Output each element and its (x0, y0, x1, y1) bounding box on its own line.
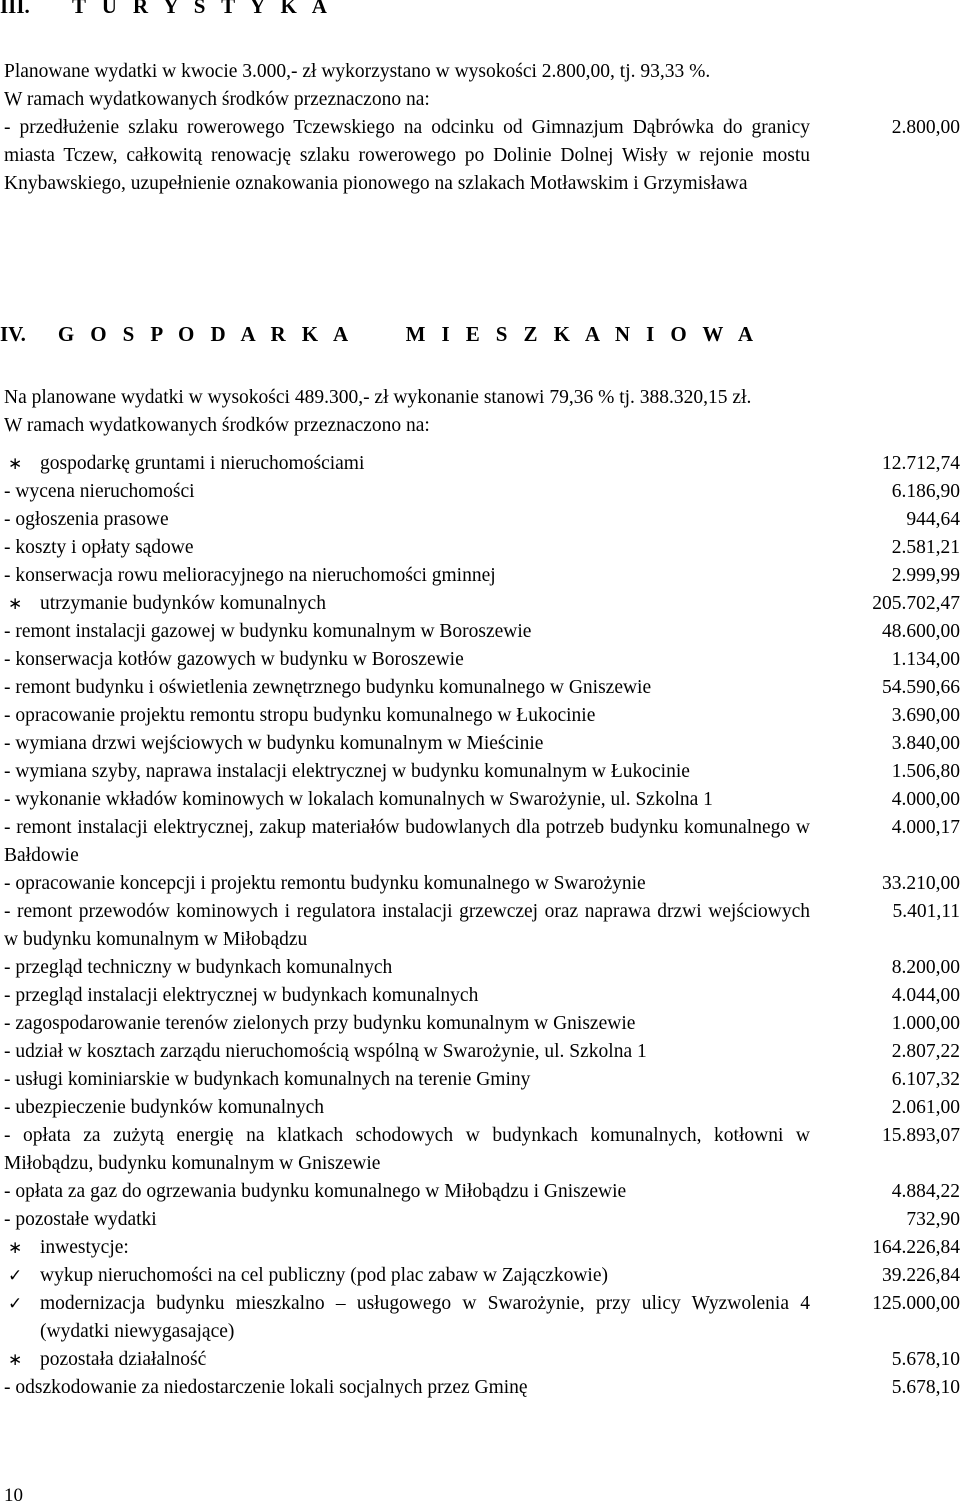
expense-amount: 2.581,21 (891, 537, 960, 558)
expense-text: - opłata za gaz do ogrzewania budynku komunalnego w Miłobądzu i Gniszewie (4, 1181, 627, 1202)
expense-amount: 54.590,66 (882, 677, 960, 698)
expense-amount: 48.600,00 (882, 621, 960, 642)
expense-amount: 125.000,00 (872, 1293, 960, 1314)
asterisk-icon: ∗ (8, 1350, 23, 1370)
expense-text: utrzymanie budynków komunalnych (40, 593, 326, 614)
section-number: III. (0, 0, 30, 18)
turystyka-ramach: W ramach wydatkowanych środków przeznaczono na: (4, 89, 430, 110)
expense-text: gospodarkę gruntami i nieruchomościami (40, 453, 365, 474)
expense-item (4, 1094, 960, 1122)
expense-amount: 6.186,90 (891, 481, 960, 502)
expense-item (4, 534, 960, 562)
expense-item (4, 562, 960, 590)
expense-amount: 4.000,00 (891, 789, 960, 810)
expense-text: - wymiana drzwi wejściowych w budynku komunalnym w Mieścinie (4, 733, 544, 754)
expense-item (4, 506, 960, 534)
expense-text: - ubezpieczenie budynków komunalnych (4, 1097, 325, 1118)
expense-item (4, 1178, 960, 1206)
turystyka-intro: Planowane wydatki w kwocie 3.000,- zł wykorzystano w wysokości 2.800,00, tj. 93,33 %. (4, 61, 711, 82)
expense-text: - udział w kosztach zarządu nieruchomością wspólną w Swarożynie, ul. Szkolna 1 (4, 1041, 647, 1062)
expense-category (4, 1346, 960, 1374)
expense-amount: 6.107,32 (891, 1069, 960, 1090)
expense-amount: 944,64 (906, 509, 960, 530)
expense-amount: 8.200,00 (891, 957, 960, 978)
expense-item (4, 954, 960, 982)
section-title: G O S P O D A R K A M I E S Z K A N I O W A (57, 322, 759, 346)
section-heading-gospodarka-mieszkaniowa (0, 320, 758, 348)
expense-amount: 5.401,11 (892, 901, 960, 922)
expense-item (4, 730, 960, 758)
expense-item (4, 898, 960, 954)
expense-text: - remont instalacji gazowej w budynku komunalnym w Boroszewie (4, 621, 532, 642)
expense-category (4, 1290, 960, 1346)
expense-item (4, 1206, 960, 1234)
expense-item (4, 618, 960, 646)
expense-text: - opracowanie koncepcji i projektu remontu budynku komunalnego w Swarożynie (4, 873, 646, 894)
section-turystyka-body (4, 58, 960, 198)
asterisk-icon: ∗ (8, 1238, 23, 1258)
expense-text: - zagospodarowanie terenów zielonych przy budynku komunalnym w Gniszewie (4, 1013, 636, 1034)
expense-list (4, 450, 960, 1402)
expense-item (4, 786, 960, 814)
expense-amount: 1.134,00 (891, 649, 960, 670)
expense-amount: 15.893,07 (882, 1125, 960, 1146)
expense-amount: 3.840,00 (891, 733, 960, 754)
section-number: IV. (0, 322, 26, 346)
expense-amount: 3.690,00 (891, 705, 960, 726)
expense-amount: 2.807,22 (891, 1041, 960, 1062)
expense-item (4, 1122, 960, 1178)
expense-amount: 4.044,00 (891, 985, 960, 1006)
expense-text: - opłata za zużytą energię na klatkach schodowych w budynkach komunalnych, kotłowni w Miłobądzu, budynku komunalnym w Gniszewie (4, 1125, 810, 1174)
expense-text: inwestycje: (40, 1237, 129, 1258)
expense-text: - konserwacja kotłów gazowych w budynku w Boroszewie (4, 649, 464, 670)
expense-text: - opracowanie projektu remontu stropu budynku komunalnego w Łukocinie (4, 705, 596, 726)
asterisk-icon: ∗ (8, 594, 23, 614)
section-title: T U R Y S T Y K A (72, 0, 333, 18)
expense-text: modernizacja budynku mieszkalno – usługowego w Swarożynie, przy ulicy Wyzwolenia 4 (wydatki niewygasające) (40, 1293, 810, 1342)
expense-amount: 4.884,22 (891, 1181, 960, 1202)
expense-amount: 4.000,17 (891, 817, 960, 838)
expense-text: - wykonanie wkładów kominowych w lokalach komunalnych w Swarożynie, ul. Szkolna 1 (4, 789, 713, 810)
expense-amount: 732,90 (906, 1209, 960, 1230)
expense-amount: 205.702,47 (872, 593, 960, 614)
expense-item (4, 982, 960, 1010)
expense-amount: 1.000,00 (891, 1013, 960, 1034)
expense-text: - przegląd techniczny w budynkach komunalnych (4, 957, 393, 978)
expense-text: - pozostałe wydatki (4, 1209, 157, 1230)
expense-amount: 12.712,74 (882, 453, 960, 474)
expense-amount: 2.999,99 (891, 565, 960, 586)
expense-category (4, 1262, 960, 1290)
gospodarka-intro: Na planowane wydatki w wysokości 489.300,- zł wykonanie stanowi 79,36 % tj. 388.320,15 zł. (4, 387, 752, 408)
checkmark-icon: ✓ (8, 1266, 23, 1286)
expense-text: - koszty i opłaty sądowe (4, 537, 194, 558)
expense-text: - wycena nieruchomości (4, 481, 195, 502)
expense-amount: 33.210,00 (882, 873, 960, 894)
expense-amount: 164.226,84 (872, 1237, 960, 1258)
expense-item (4, 1066, 960, 1094)
expense-amount: 2.061,00 (891, 1097, 960, 1118)
expense-amount: 5.678,10 (891, 1349, 960, 1370)
expense-text: pozostała działalność (40, 1349, 207, 1370)
expense-category (4, 450, 960, 478)
expense-text: - wymiana szyby, naprawa instalacji elektrycznej w budynku komunalnym w Łukocinie (4, 761, 690, 782)
expense-item (4, 478, 960, 506)
gospodarka-ramach: W ramach wydatkowanych środków przeznaczono na: (4, 415, 430, 436)
expense-text: - remont przewodów kominowych i regulatora instalacji grzewczej oraz naprawa drzwi wejściowych w budynku komunalnym w Miłobądzu (4, 901, 810, 950)
expense-text: - przegląd instalacji elektrycznej w budynkach komunalnych (4, 985, 479, 1006)
expense-amount: 1.506,80 (891, 761, 960, 782)
expense-text: - remont instalacji elektrycznej, zakup materiałów budowlanych dla potrzeb budynku komunalnego w Bałdowie (4, 817, 810, 866)
page-number: 10 (4, 1485, 23, 1506)
expense-item (4, 646, 960, 674)
expense-text: - remont budynku i oświetlenia zewnętrznego budynku komunalnego w Gniszewie (4, 677, 652, 698)
expense-item (4, 702, 960, 730)
expense-text: - usługi kominiarskie w budynkach komunalnych na terenie Gminy (4, 1069, 531, 1090)
asterisk-icon: ∗ (8, 454, 23, 474)
expense-item (4, 1038, 960, 1066)
expense-amount: 5.678,10 (891, 1377, 960, 1398)
expense-text: wykup nieruchomości na cel publiczny (pod plac zabaw w Zajączkowie) (40, 1265, 608, 1286)
section-heading-turystyka (0, 0, 332, 20)
expense-text: - odszkodowanie za niedostarczenie lokali socjalnych przez Gminę (4, 1377, 528, 1398)
expense-text: - konserwacja rowu melioracyjnego na nieruchomości gminnej (4, 565, 496, 586)
expense-item (4, 870, 960, 898)
section-gospodarka-body (4, 384, 960, 1402)
item-text: - przedłużenie szlaku rowerowego Tczewskiego na odcinku od Gimnazjum Dąbrówka do granicy miasta Tczew, całkowitą renowację szlaku rowerowego po Dolinie Dolnej Wisły w rejonie mostu Knybawskiego, uzupełnienie oznakowania pionowego na szlakach Motławskim i Grzymisława (4, 117, 810, 194)
checkmark-icon: ✓ (8, 1294, 23, 1314)
item-amount: 2.800,00 (891, 117, 960, 138)
expense-category (4, 590, 960, 618)
expense-amount: 39.226,84 (882, 1265, 960, 1286)
expense-category (4, 1234, 960, 1262)
turystyka-item (4, 114, 960, 198)
expense-item (4, 1374, 960, 1402)
expense-item (4, 758, 960, 786)
expense-item (4, 1010, 960, 1038)
expense-item (4, 814, 960, 870)
expense-item (4, 674, 960, 702)
expense-text: - ogłoszenia prasowe (4, 509, 169, 530)
